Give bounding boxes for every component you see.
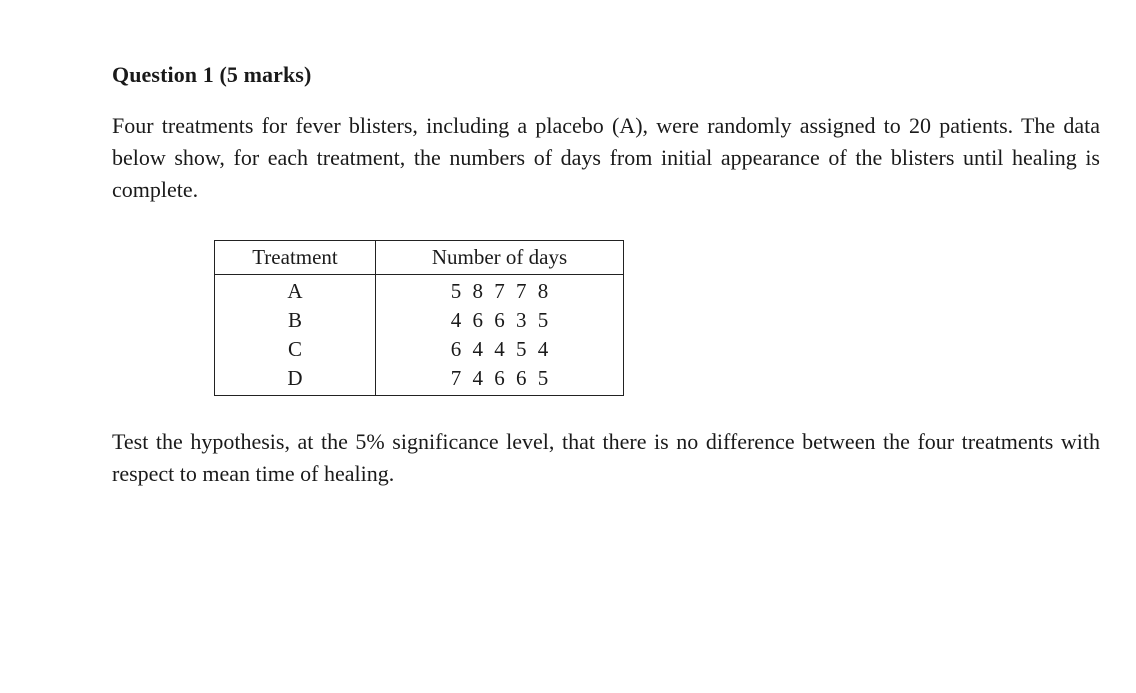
table-row <box>215 275 624 307</box>
table-row <box>215 335 624 364</box>
table-row <box>215 306 624 335</box>
days-cell: 4 6 6 3 5 <box>376 306 624 335</box>
treatment-cell: A <box>215 275 376 307</box>
header-treatment: Treatment <box>215 241 376 275</box>
data-table <box>214 240 624 396</box>
test-statement: Test the hypothesis, at the 5% significance level, that there is no difference between the four treatments with respect to mean time of healing. <box>112 429 1100 486</box>
table-row <box>215 364 624 396</box>
header-number-of-days: Number of days <box>376 241 624 275</box>
question-intro: Four treatments for fever blisters, including a placebo (A), were randomly assigned to 20 patients. The data below show, for each treatment, the numbers of days from initial appearance of the blisters until healing is complete. <box>112 113 1100 202</box>
days-cell: 7 4 6 6 5 <box>376 364 624 396</box>
days-cell: 6 4 4 5 4 <box>376 335 624 364</box>
table-header-row <box>215 241 624 275</box>
treatment-cell: B <box>215 306 376 335</box>
treatment-cell: D <box>215 364 376 396</box>
days-cell: 5 8 7 7 8 <box>376 275 624 307</box>
question-title: Question 1 (5 marks) <box>112 62 312 87</box>
treatment-cell: C <box>215 335 376 364</box>
